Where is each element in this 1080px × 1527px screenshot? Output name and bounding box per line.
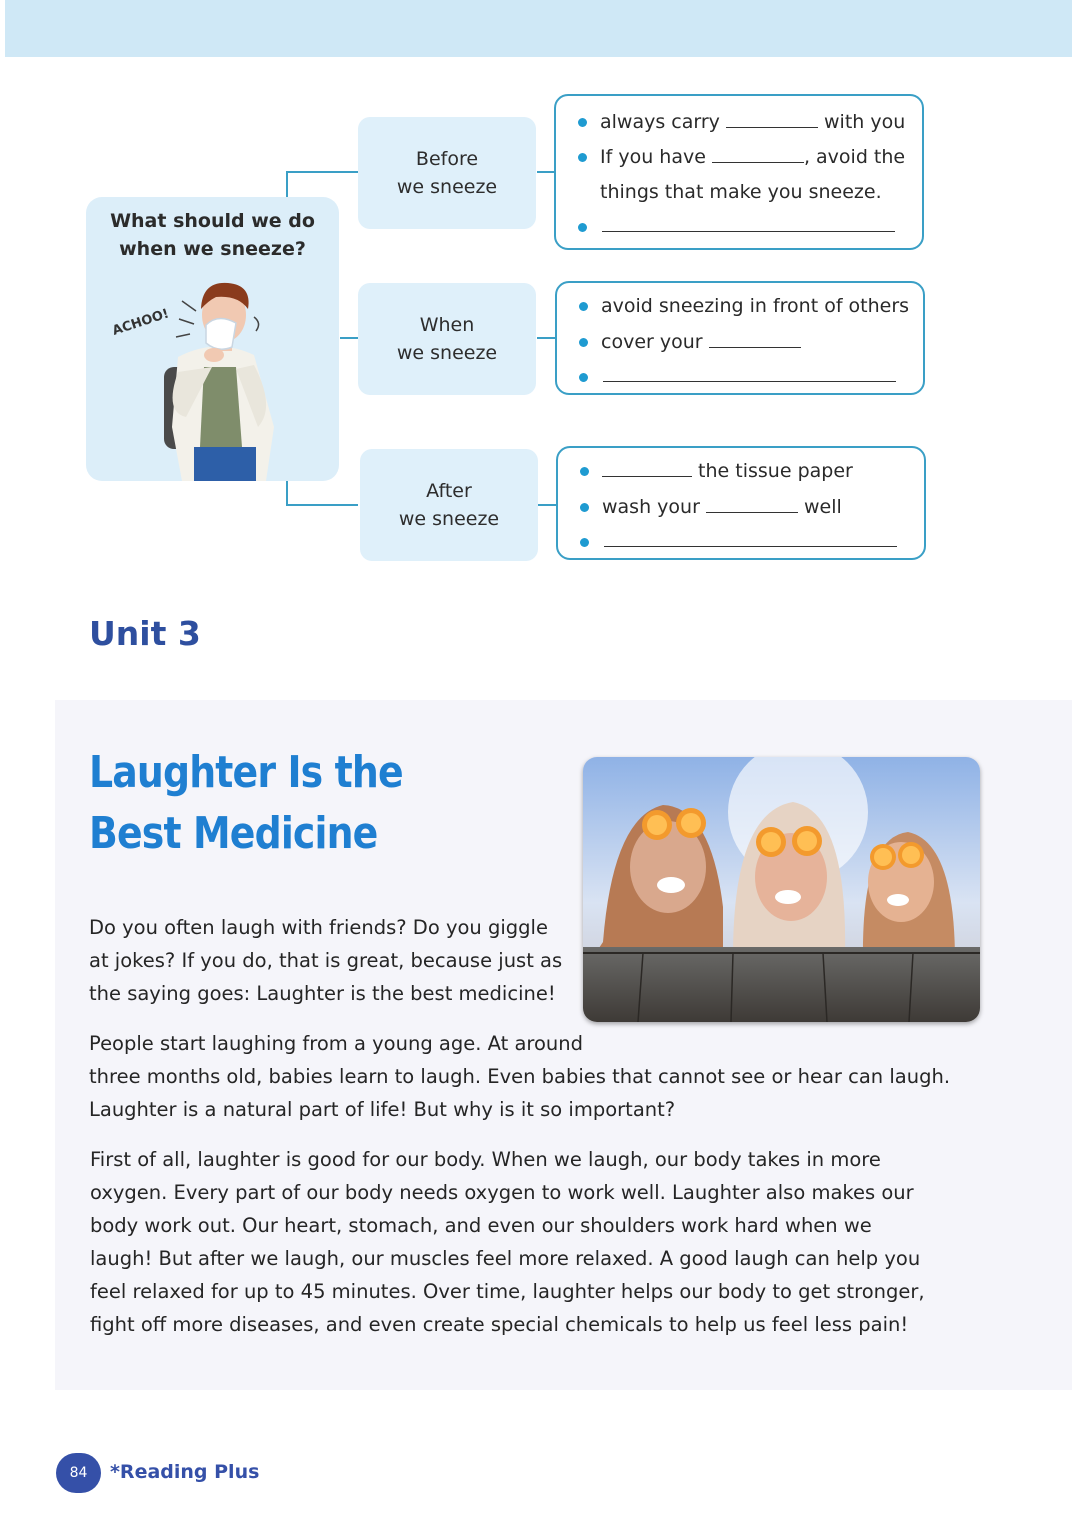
answer-blank[interactable] <box>726 110 818 128</box>
list-item: the tissue paper <box>558 457 924 485</box>
when-notes-box <box>555 281 925 395</box>
question-text: What should we do when we sneeze? <box>110 210 315 260</box>
stage-before: Before we sneeze <box>358 117 536 229</box>
page-number-badge: 84 <box>56 1453 101 1493</box>
paragraph-3: First of all, laughter is good for our body. When we laugh, our body takes in more oxygen. Every part of our body needs oxygen to work well. Laughter also makes our body work out. Our heart, stomach, and even our shoulders work hard when we laugh! But after we laugh, our muscles feel more relaxed. A good laugh can help you feel relaxed for up to 45 minutes. Over time, laughter helps our body to get stronger, fight off more diseases, and even create special chemicals to help us feel less pain! <box>90 1148 925 1336</box>
sneezing-person-illustration <box>86 197 339 481</box>
list-item: avoid sneezing in front of others <box>557 292 923 320</box>
unit-title: Unit 3 <box>89 614 201 653</box>
article-title: Laughter Is the Best Medicine <box>89 747 403 859</box>
list-item <box>558 528 924 556</box>
laughing-girls-photo <box>583 757 980 1022</box>
answer-blank[interactable] <box>706 495 798 513</box>
answer-blank[interactable] <box>602 459 692 477</box>
question-card <box>86 197 339 481</box>
list-item <box>556 213 922 241</box>
before-notes-box <box>554 94 924 250</box>
answer-blank[interactable] <box>604 546 897 547</box>
answer-blank[interactable] <box>602 231 895 232</box>
list-item: wash your well <box>558 493 924 521</box>
answer-blank[interactable] <box>709 330 801 348</box>
bullet-icon <box>580 467 589 476</box>
answer-blank[interactable] <box>712 145 804 163</box>
answer-blank[interactable] <box>603 381 896 382</box>
list-item-continuation: things that make you sneeze. <box>600 181 882 203</box>
achoo-label: ACHOO! <box>110 306 171 339</box>
bullet-icon <box>580 538 589 547</box>
bullet-icon <box>579 302 588 311</box>
stage-after: After we sneeze <box>360 449 538 561</box>
bullet-icon <box>580 503 589 512</box>
list-item: cover your <box>557 328 923 356</box>
after-notes-box <box>556 446 926 560</box>
bullet-icon <box>579 338 588 347</box>
bullet-icon <box>578 153 587 162</box>
list-item <box>557 363 923 391</box>
bullet-icon <box>578 118 587 127</box>
bullet-icon <box>579 373 588 382</box>
list-item: always carry with you <box>556 108 922 136</box>
list-item: If you have , avoid the <box>556 143 922 171</box>
stage-when: When we sneeze <box>358 283 536 395</box>
paragraph-2: People start laughing from a young age. At around three months old, babies learn to laugh. Even babies that cannot see or hear can laugh. Laughter is a natural part of life! But why is it so important? <box>89 1032 951 1121</box>
bullet-icon <box>578 223 587 232</box>
footer-label: *Reading Plus <box>110 1461 260 1483</box>
paragraph-1: Do you often laugh with friends? Do you giggle at jokes? If you do, that is great, because just as the saying goes: Laughter is the best medicine! <box>89 916 563 1005</box>
